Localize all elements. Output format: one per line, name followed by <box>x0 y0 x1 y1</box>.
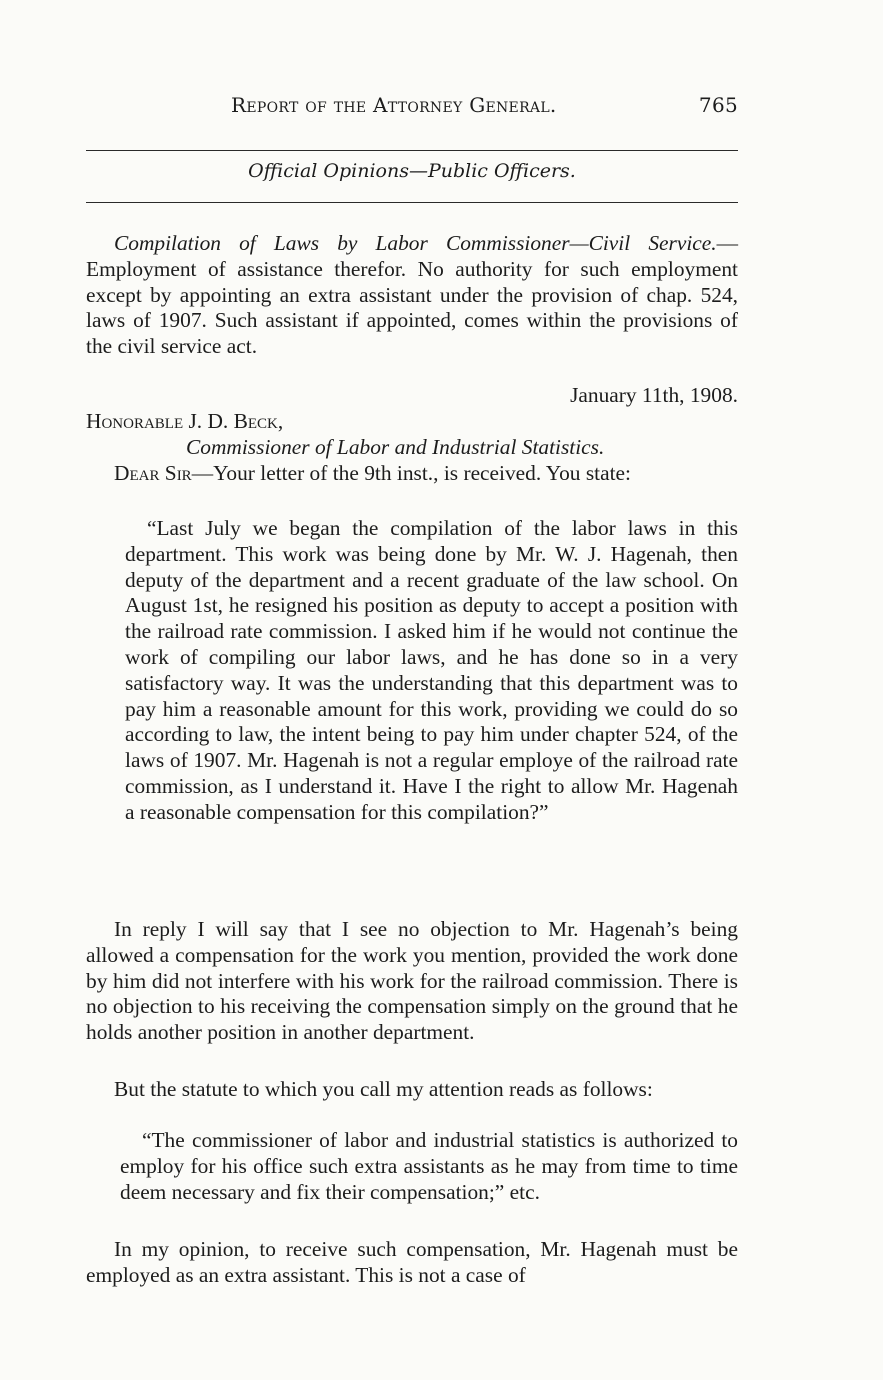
addressee-name: Honorable J. D. Beck, <box>86 409 284 433</box>
quoted-letter-text: “Last July we began the compilation of the labor laws in this department. This work was being done by Mr. W. J. Hagenah, then deputy of the department and a recent graduate of the law school. On August 1st, he resigned his position as deputy to accept a position with the railroad rate commission. I asked him if he would not continue the work of compiling our labor laws, and he has done so in a very satisfactory way. It was the understanding that this department was to pay him a reasonable amount for this work, providing we could do so according to law, the intent being to pay him under chapter 524, of the laws of 1907. Mr. Hagenah is not a regular employe of the railroad rate commission, as I understand it. Have I the right to allow Mr. Hagenah a reasonable compensation for this compilation?” <box>125 516 738 824</box>
quoted-statute <box>120 1128 738 1205</box>
syllabus <box>86 231 738 360</box>
header-rule-top <box>86 150 738 151</box>
addressee-title: Commissioner of Labor and Industrial Statistics. <box>186 434 605 459</box>
page-number: 765 <box>698 93 738 117</box>
opinion-text: In my opinion, to receive such compensation, Mr. Hagenah must be employed as an extra assistant. This is not a case of <box>86 1237 738 1287</box>
running-title: Report of the Attorney General. <box>231 93 557 117</box>
statute-intro-text: But the statute to which you call my attention reads as follows: <box>114 1077 653 1101</box>
section-title: Official Opinions—Public Officers. <box>248 160 576 182</box>
syllabus-lead: Compilation of Laws by Labor Commissioner—Civil Service. <box>114 231 717 255</box>
letter-date: January 11th, 1908. <box>570 383 738 407</box>
quoted-statute-text: “The commissioner of labor and industrial statistics is authorized to employ for his office such extra assistants as he may from time to time deem necessary and fix their compensation;” etc. <box>120 1128 738 1204</box>
syllabus-text: —Employment of assistance therefor. No authority for such employment except by appointing an extra assistant under the provision of chap. 524, laws of 1907. Such assistant if appointed, comes within the provisions of the civil service act. <box>86 231 738 359</box>
addressee-block <box>86 409 738 486</box>
reply-text: In reply I will say that I see no objection to Mr. Hagenah’s being allowed a compensation for the work you mention, provided the work done by him did not interfere with his work for the railroad commission. There is no objection to his receiving the compensation simply on the ground that he holds another position in another department. <box>86 917 738 1045</box>
salutation-greeting: Dear Sir <box>114 460 192 485</box>
opinion-paragraph <box>86 1237 738 1289</box>
statute-intro-paragraph <box>86 1077 738 1103</box>
quoted-letter <box>125 516 738 826</box>
reply-paragraph <box>86 917 738 1046</box>
salutation-text: —Your letter of the 9th inst., is received. You state: <box>191 460 631 485</box>
header-rule-bottom <box>86 202 738 203</box>
